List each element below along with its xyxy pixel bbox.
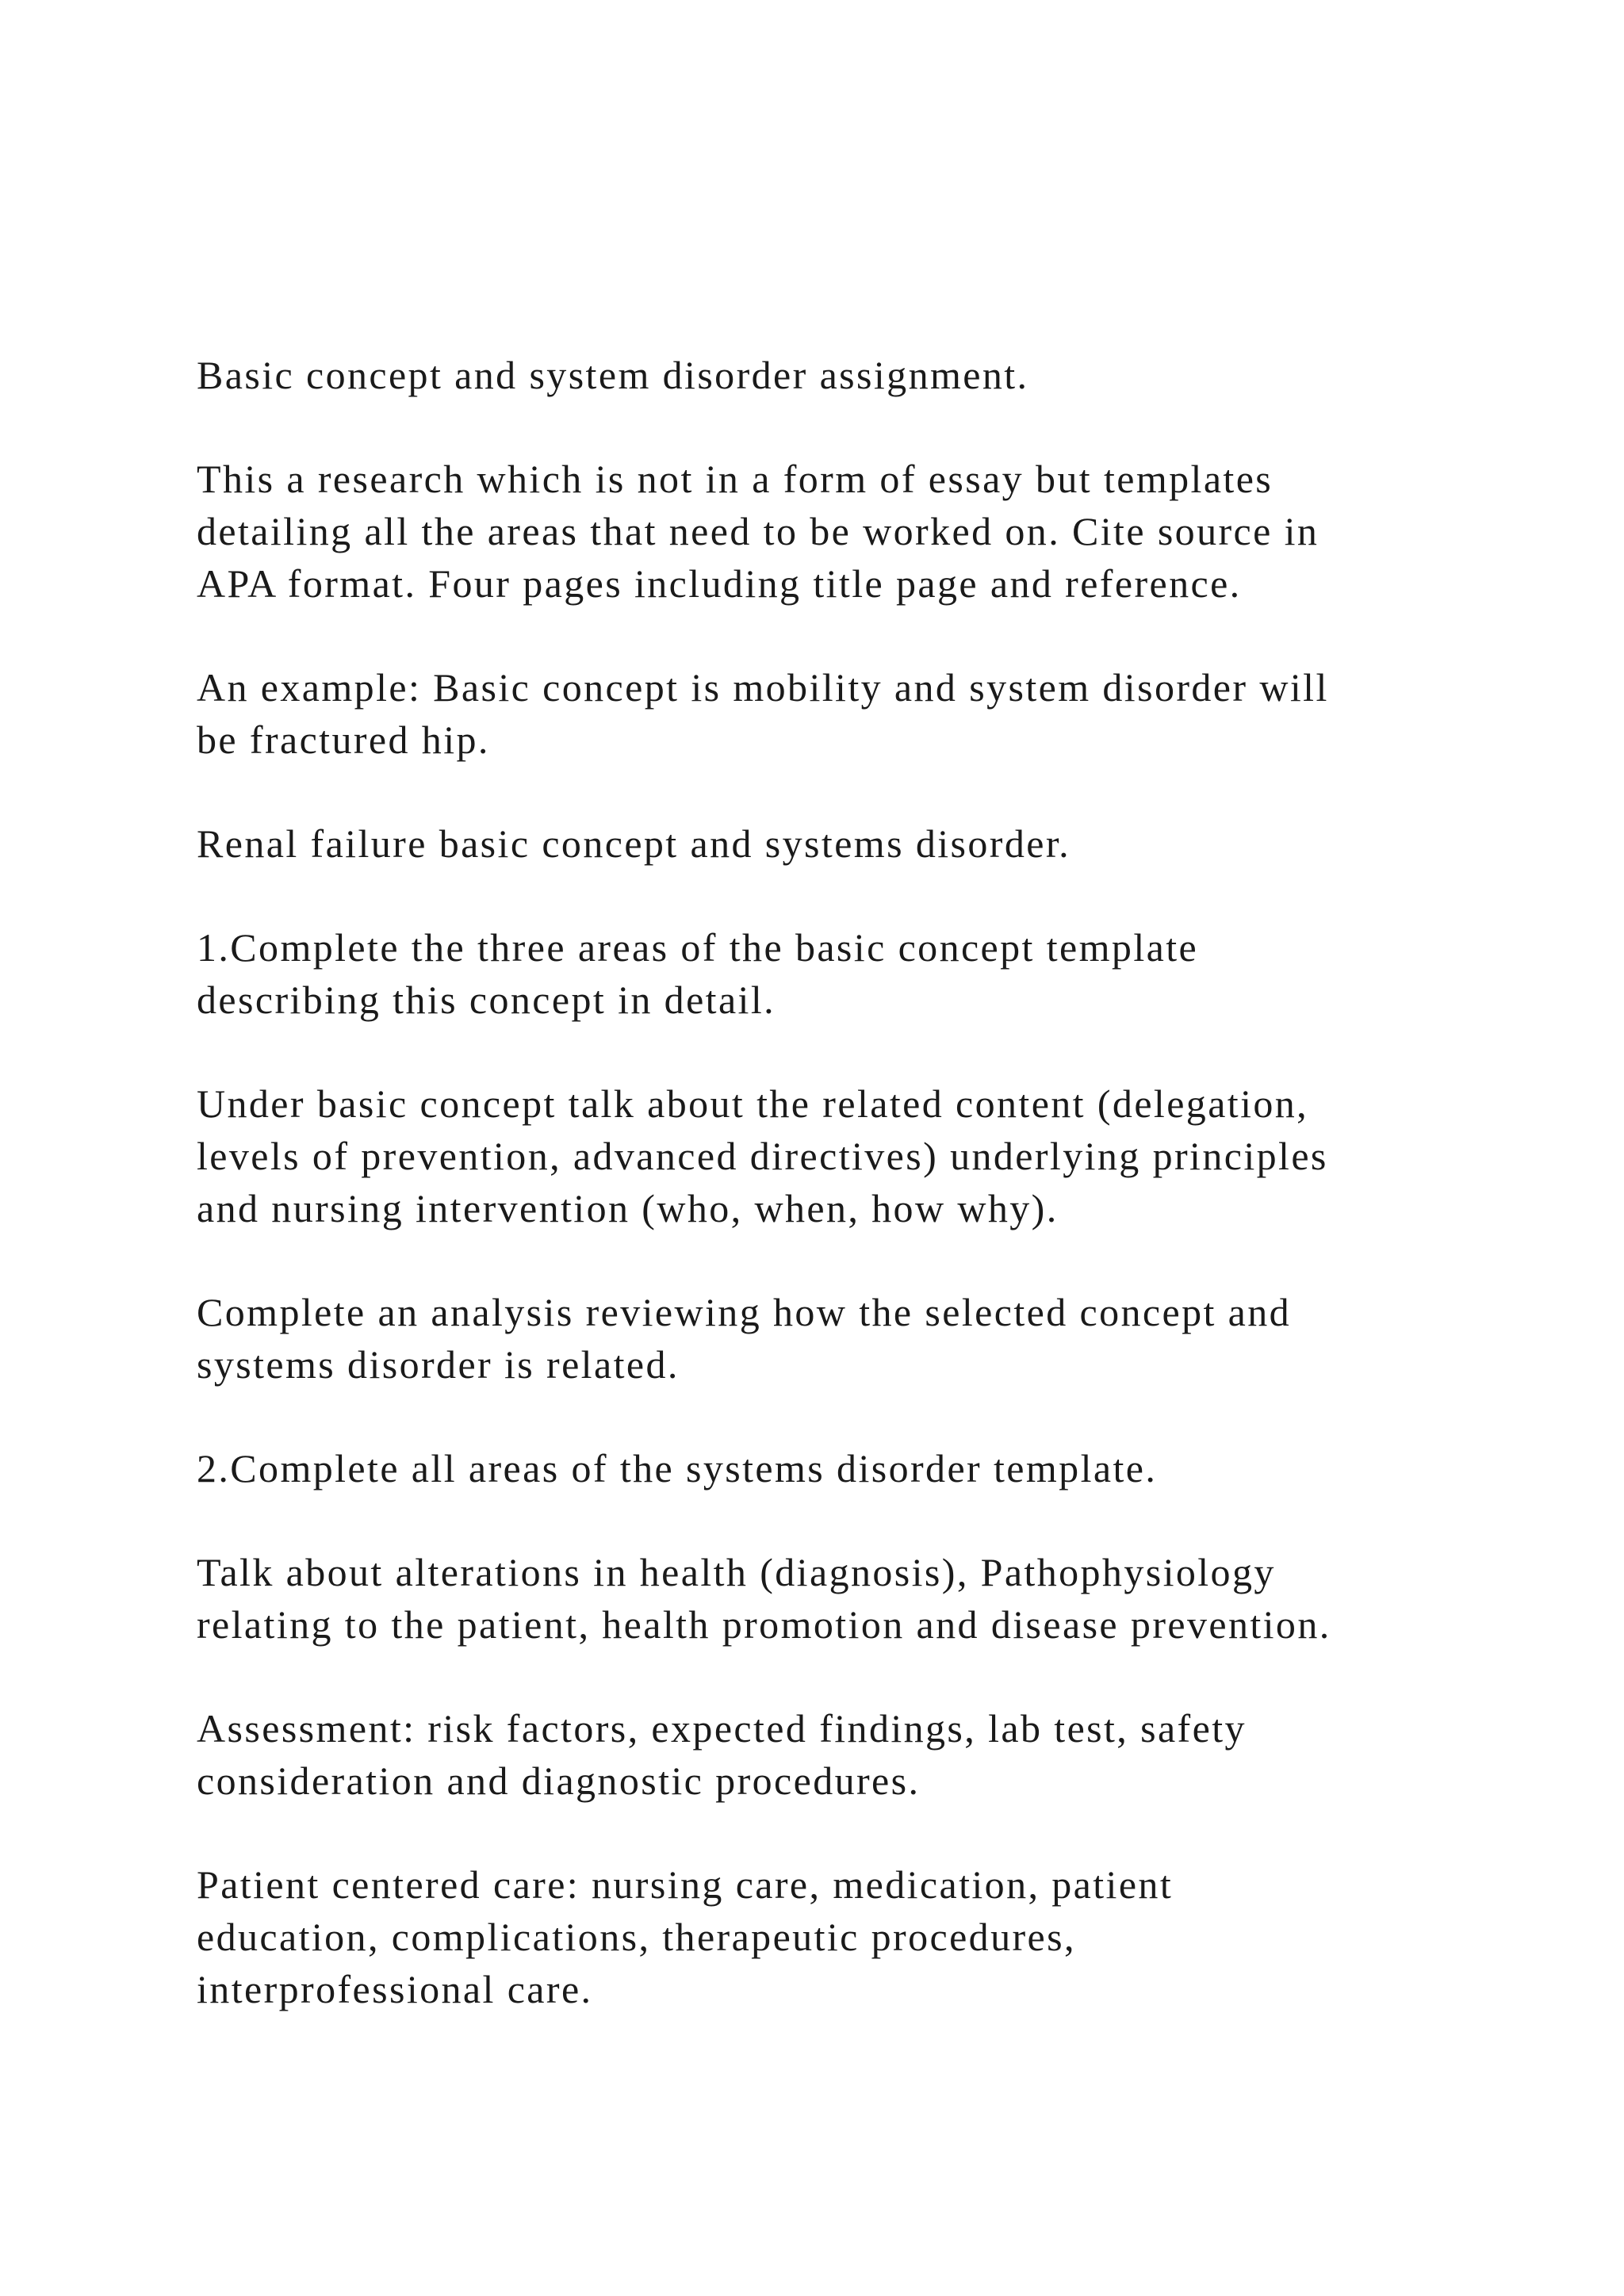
text-line: Under basic concept talk about the related content (delegation, bbox=[197, 1081, 1309, 1126]
text-line: describing this concept in detail. bbox=[197, 978, 776, 1022]
text-line: 2.Complete all areas of the systems disorder template. bbox=[197, 1446, 1158, 1490]
text-line: interprofessional care. bbox=[197, 1967, 593, 2011]
text-line: Basic concept and system disorder assignment. bbox=[197, 353, 1029, 397]
paragraph-patient-centered-care bbox=[197, 1858, 1497, 2015]
text-line: systems disorder is related. bbox=[197, 1342, 680, 1387]
document-body bbox=[197, 349, 1497, 2067]
text-line: detailing all the areas that need to be worked on. Cite source in bbox=[197, 509, 1320, 553]
paragraph-description bbox=[197, 453, 1497, 610]
text-line: APA format. Four pages including title page and reference. bbox=[197, 561, 1242, 606]
paragraph-example bbox=[197, 661, 1497, 766]
text-line: Renal failure basic concept and systems disorder. bbox=[197, 821, 1071, 866]
text-line: Complete an analysis reviewing how the selected concept and bbox=[197, 1290, 1292, 1334]
paragraph-step-1 bbox=[197, 921, 1497, 1026]
paragraph-topic bbox=[197, 817, 1497, 870]
paragraph-basic-concept-details bbox=[197, 1077, 1497, 1234]
paragraph-assessment bbox=[197, 1702, 1497, 1807]
text-line: and nursing intervention (who, when, how why). bbox=[197, 1186, 1059, 1230]
paragraph-alterations bbox=[197, 1546, 1497, 1651]
paragraph-step-2 bbox=[197, 1442, 1497, 1494]
paragraph-title bbox=[197, 349, 1497, 401]
text-line: relating to the patient, health promotion and disease prevention. bbox=[197, 1602, 1331, 1647]
text-line: This a research which is not in a form of essay but templates bbox=[197, 457, 1274, 501]
text-line: levels of prevention, advanced directives) underlying principles bbox=[197, 1134, 1328, 1178]
text-line: 1.Complete the three areas of the basic concept template bbox=[197, 925, 1199, 970]
text-line: consideration and diagnostic procedures. bbox=[197, 1758, 921, 1803]
paragraph-analysis bbox=[197, 1286, 1497, 1391]
text-line: An example: Basic concept is mobility and system disorder will bbox=[197, 665, 1329, 710]
text-line: be fractured hip. bbox=[197, 718, 490, 762]
text-line: education, complications, therapeutic procedures, bbox=[197, 1915, 1076, 1959]
text-line: Patient centered care: nursing care, medication, patient bbox=[197, 1862, 1174, 1907]
text-line: Talk about alterations in health (diagnosis), Pathophysiology bbox=[197, 1550, 1276, 1594]
text-line: Assessment: risk factors, expected findings, lab test, safety bbox=[197, 1706, 1247, 1751]
